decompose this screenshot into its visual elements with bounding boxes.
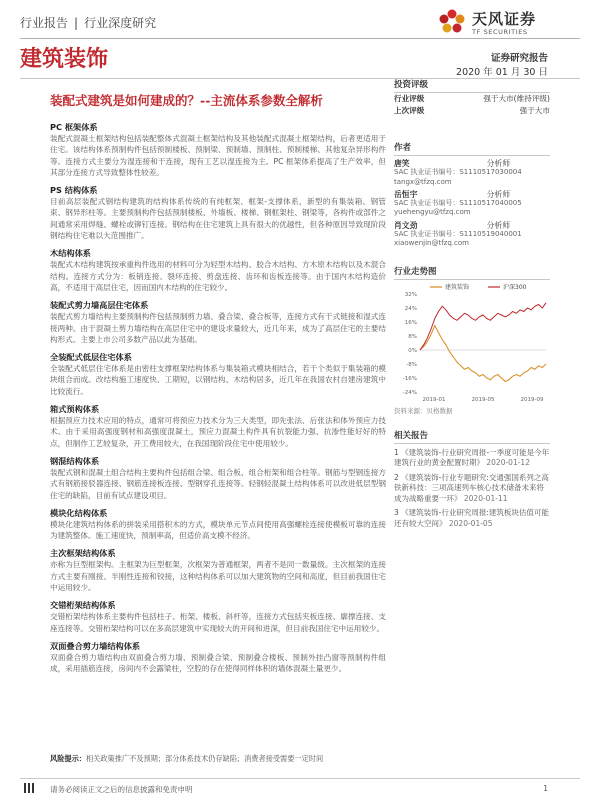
section-text: 根据预应力技术应用的特点，通常可将预应力技术分为三大类型，即先张法、后张法和体外预应力技术。由于采用高强度钢材和高强度混凝土，预应力混凝土构件具有抗裂能力强、抗渗性能好好的特点，但制作工艺较复杂，开工费用较大，在我国现阶段住宅中使用较少。: [50, 416, 386, 448]
section-prestressed: [50, 404, 386, 449]
author-role: 分析师: [486, 159, 510, 168]
x-tick-label: 2019-01: [422, 396, 446, 403]
rating-label: 行业评级: [394, 94, 425, 103]
related-report-title[interactable]: 3 《建筑装饰-行业研究周报:建筑板块估值可能还有较大空间》: [394, 508, 549, 528]
authors-title: 作者: [394, 141, 550, 156]
report-subtitle: 装配式建筑是如何建成的？--主流体系参数全解析: [50, 93, 323, 108]
section-text: 交错桁架结构体系主要构件包括柱子、桁架、楼板、斜杆等，连接方式包括夹板连接、廓撑连接、支座连接等。交错桁架结构可以在多高层建筑中实现较大的开间和进深，但目前我国住宅中运用较少。: [50, 612, 386, 633]
logo-text-en: TF SECURITIES: [472, 28, 528, 36]
y-tick-label: 24%: [404, 305, 417, 312]
rating-title: 投资评级: [394, 78, 550, 93]
section-title: 木结构体系: [50, 248, 91, 259]
section-text: 目前高层装配式钢结构建筑的结构体系传统的有纯框架、框架-支撑体系，新型的有集装箱、钢管束、钢异形柱等。主要预制构件包括预制楼板、外墙板、楼梯、钢框架柱、钢梁等，各构件或部件之间通常采用焊缝、螺栓或铆钉连接。钢结构在住宅建筑上具有很大的优越性，但各种原因导致现阶段钢结构住宅难以大范围推广。: [50, 197, 386, 241]
trend-title: 行业走势图: [394, 265, 550, 280]
flower-logo-icon: [438, 8, 466, 36]
section-title: PS 结构体系: [50, 185, 98, 196]
section-title: 主次框架结构体系: [50, 548, 116, 559]
related-report[interactable]: [394, 448, 550, 469]
report-category: 行业报告: [20, 16, 69, 30]
related-report-title[interactable]: 1 《建筑装饰-行业研究周报-一季度可能是今年建筑行业的黄金配置时期》: [394, 447, 550, 468]
x-tick-label: 2019-05: [471, 396, 495, 403]
author-role: 分析师: [486, 220, 510, 230]
author-card: [394, 221, 550, 249]
legend-label: 沪深300: [503, 283, 527, 291]
page-number: 1: [543, 784, 548, 793]
author-sac: SAC 执业证书编号：S1110517030004: [394, 168, 522, 177]
author-card: [394, 159, 550, 187]
section-title: 钢混结构体系: [50, 455, 100, 466]
section-text: 装配式木结构建筑按承重构件选用的材料可分为轻型木结构、胶合木结构、方木原木结构以及木混合结构。连接方式分为：板销连接、裂环连接、剪盘连接、齿环和齿板连接等。由于国内木结构造价高，不适用于高层住宅，因而国内木结构的住宅较少。: [50, 260, 386, 292]
author-email[interactable]: tangx@tfzq.com: [394, 177, 452, 186]
section-title: 装配式剪力墙高层住宅体系: [50, 300, 149, 311]
y-tick-label: -8%: [406, 361, 417, 368]
logo-text-cn: 天风证券: [472, 10, 537, 28]
section-title: 箱式预构体系: [50, 404, 100, 415]
rating-value: 强于大市(维持评级): [483, 94, 550, 103]
section-text: 模块化建筑结构体系的拼装采用搭积木的方式，模块单元节点间使用高强螺栓连接使模板可靠的连接为建筑整体。施工速度快，预制率高，但适价高支模不经济。: [50, 519, 386, 541]
section-ps-structure: [50, 185, 386, 241]
related-report-title[interactable]: 2 《建筑装饰-行业专题研究:交通强国系列之高铁新科技：三项高速列车核心技术储备未来将成为战略重要一环》: [394, 472, 549, 503]
section-title: 双面叠合剪力墙结构体系: [50, 640, 141, 651]
tf-securities-logo: [438, 6, 578, 40]
author-name: 肖文劲: [394, 220, 418, 230]
page-title: 建筑装饰: [20, 47, 109, 72]
main-body: [50, 122, 386, 682]
author-name: 岳恒宇: [394, 189, 418, 199]
section-mega-frame: [50, 548, 386, 593]
related-report-date: 2020-01-11: [463, 493, 508, 503]
y-tick-label: 16%: [404, 319, 417, 326]
series-line-construction: [420, 325, 546, 381]
author-card: [394, 190, 550, 218]
related-report-date: 2020-01-12: [486, 458, 530, 468]
section-text: 全装配式低层住宅体系是由密柱支撑框架结构体系与集装箱式模块相结合，若干个类似于集装箱的模块组合而成。改结构施工速度快、工期短，以钢结构、木结构居多，近几年在我国农村自建房建筑中比较流行。: [50, 364, 386, 396]
chart-source: 资料来源：贝格数据: [394, 406, 453, 415]
section-title: 模块化结构体系: [50, 507, 108, 518]
related-report[interactable]: [394, 473, 550, 505]
footer-divider: [20, 778, 580, 779]
author-role: 分析师: [486, 189, 510, 199]
qr-code-icon: [24, 783, 34, 793]
rating-row: [394, 93, 550, 105]
risk-text: 相关政策推广不及预期；部分体系技术仍存缺陷；消费者接受需要一定时间: [85, 754, 324, 763]
author-sac: SAC 执业证书编号：S1110517040005: [394, 199, 522, 208]
related-title: 相关报告: [394, 429, 550, 444]
y-tick-label: 32%: [404, 291, 417, 298]
author-email[interactable]: yuehengyu@tfzq.com: [394, 208, 471, 217]
industry-trend-chart: [394, 280, 550, 410]
rating-value: 强于大市: [519, 106, 550, 115]
author-sac: SAC 执业证书编号：S1110519040001: [394, 230, 522, 239]
header-divider: [20, 38, 580, 39]
related-report-date: 2020-01-05: [448, 518, 493, 528]
section-title: 交错桁架结构体系: [50, 600, 116, 611]
header-separator: |: [74, 16, 79, 30]
series-line-csi300: [420, 302, 546, 349]
y-tick-label: -24%: [402, 389, 417, 396]
legend-label: 建筑装饰: [445, 283, 470, 291]
section-staggered-truss: [50, 600, 386, 634]
y-tick-label: 0%: [408, 347, 417, 354]
author-email[interactable]: xiaowenjin@tfzq.com: [394, 239, 469, 248]
rating-label: 上次评级: [394, 106, 425, 115]
section-text: 装配式剪力墙结构主要预制构件包括预制剪力墙、叠合梁、叠合板等，连接方式有干式链接和湿式连接两种。由于混凝土剪力墙结构在高层住宅中的建设求量较大，近几年来，成为了高层住宅的主要结构形式。主要上市公司多数产品以此为基础。: [50, 312, 386, 344]
related-report[interactable]: [394, 508, 550, 529]
x-tick-label: 2019-09: [520, 396, 544, 403]
section-text: 亦称为巨型框架构。主框架为巨型框架，次框架为普通框架，两者不是同一数量级。主次框架的连接方式主要有刚接、半刚性连接和铰接，这种结构体系可以加大建筑物的空间和高度，但目前我国住宅中运用较少。: [50, 560, 386, 593]
section-pc-frame: [50, 122, 386, 178]
section-modular: [50, 508, 386, 542]
section-double-wall: [50, 641, 386, 675]
report-subcategory: 行业深度研究: [84, 16, 157, 30]
trend-chart-svg: [394, 280, 550, 410]
section-timber: [50, 248, 386, 293]
rating-row: [394, 105, 550, 117]
section-shear-wall: [50, 300, 386, 345]
author-name: 唐笑: [394, 159, 410, 168]
section-text: 装配式混凝土框架结构包括装配整体式混凝土框架结构及其他装配式混凝土框架结构，后者更适用于住宅。该结构体系预制构件包括预制楼板、预制梁、预制墙、预制柱、预制楼梯、其他复杂异形构件等。连接方式主要分为湿连接和干连接，现有工艺以湿连接为主。PC 框架体系提高了生产效率，但其部分连接方式导致整体性较差。: [50, 134, 386, 177]
section-steel-concrete: [50, 456, 386, 501]
report-header: [20, 14, 156, 31]
y-tick-label: 8%: [408, 333, 417, 340]
document-date: 2020 年 01 月 30 日: [456, 67, 548, 78]
risk-label: 风险提示：: [50, 754, 86, 763]
section-low-rise: [50, 352, 386, 397]
y-tick-label: -16%: [402, 375, 417, 382]
footer-disclaimer: 请务必阅读正文之后的信息披露和免责申明: [50, 785, 193, 794]
section-title: 全装配式低层住宅体系: [50, 352, 132, 363]
sidebar: [394, 78, 550, 529]
document-type: 证券研究报告: [490, 53, 548, 64]
section-text: 双面叠合剪力墙结构由双面叠合剪力墙、预制叠合梁、预制叠合楼板、预制外挂凸窗等预制构件组成，采用插筋连接，房间内不会露梁柱，空腔的存在使得同样体积的墙体混凝土量更少。: [50, 652, 386, 674]
section-text: 装配式钢和混凝土组合结构主要构件包括组合梁、组合板、组合桁架和组合柱等。钢筋与型钢连接方式有钢筋接驳器连接、钢筋连接板连接、型钢穿孔连接等。轻钢轻混凝土结构体系可以改进低层型钢住宅的缺陷，目前有试点建设项目。: [50, 467, 386, 500]
risk-warning: [50, 754, 323, 764]
section-title: PC 框架体系: [50, 122, 98, 132]
